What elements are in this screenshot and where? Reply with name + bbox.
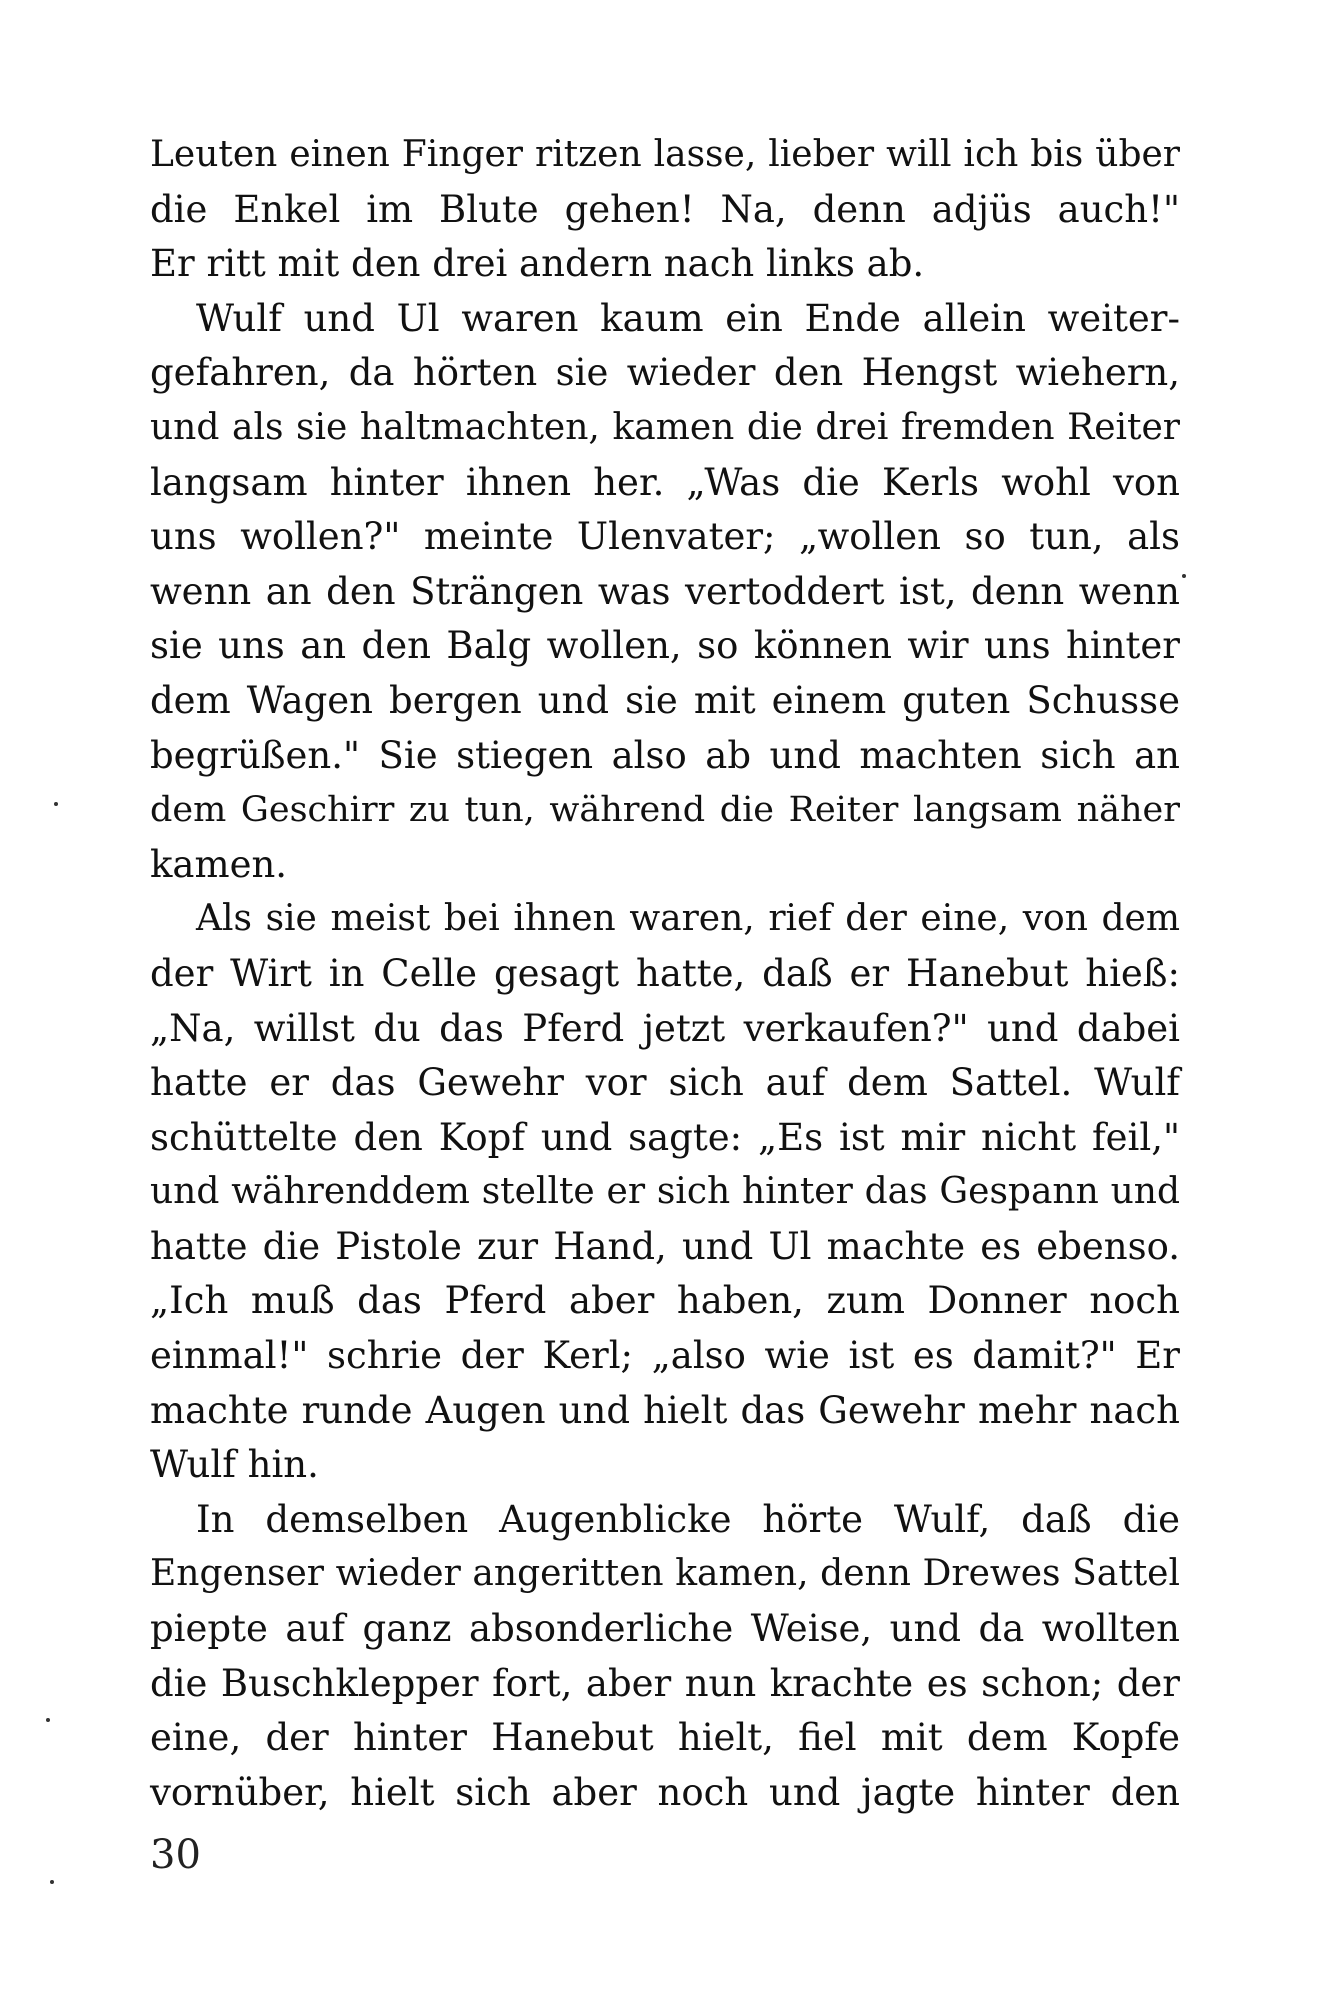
text-block (150, 128, 1180, 1820)
text-line: hatte die Pistole zur Hand, und Ul machte es ebenso. (150, 1224, 1180, 1268)
text-line: hatte er das Gewehr vor sich auf dem Sattel. Wulf (150, 1061, 1180, 1105)
text-line: Wulf hin. (150, 1443, 319, 1487)
text-line: „Na, willst du das Pferd jetzt verkaufen?" und dabei (150, 1006, 1180, 1050)
text-line: „Ich muß das Pferd aber haben, zum Donner noch (150, 1279, 1180, 1323)
text-line: kamen. (150, 842, 288, 886)
text-line: und als sie haltmachten, kamen die drei fremden Reiter (150, 406, 1180, 448)
text-line: sie uns an den Balg wollen, so können wir uns hinter (150, 624, 1180, 668)
text-line: wenn an den Strängen was vertoddert ist, denn wenn (150, 569, 1180, 613)
text-line: gefahren, da hörten sie wieder den Hengst wiehern, (150, 351, 1180, 395)
text-line: Als sie meist bei ihnen waren, rief der eine, von dem (196, 898, 1180, 940)
text-line: einmal!" schrie der Kerl; „also wie ist es damit?" Er (150, 1334, 1180, 1378)
text-line: In demselben Augenblicke hörte Wulf, daß die (196, 1497, 1180, 1541)
text-line: dem Geschirr zu tun, während die Reiter langsam näher (150, 790, 1180, 831)
text-line: piepte auf ganz absonderliche Weise, und da wollten (150, 1607, 1180, 1651)
text-line: Leuten einen Finger ritzen lasse, lieber will ich bis über (150, 134, 1180, 175)
text-line: der Wirt in Celle gesagt hatte, daß er Hanebut hieß: (150, 951, 1180, 995)
paragraph-1 (150, 128, 1180, 292)
text-line: vornüber, hielt sich aber noch und jagte hinter den (150, 1770, 1180, 1814)
page-number: 30 (150, 1832, 201, 1878)
text-line: Wulf und Ul waren kaum ein Ende allein weiter- (196, 296, 1180, 340)
scan-speck (1182, 574, 1186, 578)
text-line: und währenddem stellte er sich hinter das Gespann und (150, 1171, 1180, 1213)
paragraph-4 (150, 1493, 1180, 1821)
text-line: uns wollen?" meinte Ulenvater; „wollen so tun, als (150, 515, 1180, 559)
text-line: langsam hinter ihnen her. „Was die Kerls wohl von (150, 460, 1180, 504)
text-line: begrüßen." Sie stiegen also ab und machten sich an (150, 733, 1180, 777)
text-line: machte runde Augen und hielt das Gewehr mehr nach (150, 1388, 1180, 1432)
scan-speck (50, 1880, 54, 1884)
paragraph-3 (150, 892, 1180, 1493)
text-line: Engenser wieder angeritten kamen, denn Drewes Sattel (150, 1553, 1180, 1595)
paragraph-2 (150, 292, 1180, 893)
text-line: dem Wagen bergen und sie mit einem guten Schusse (150, 678, 1180, 722)
scan-speck (54, 802, 58, 806)
text-line: eine, der hinter Hanebut hielt, fiel mit dem Kopfe (150, 1716, 1180, 1760)
text-line: die Buschklepper fort, aber nun krachte es schon; der (150, 1661, 1180, 1705)
text-line: schüttelte den Kopf und sagte: „Es ist mir nicht feil," (150, 1115, 1180, 1159)
text-line: die Enkel im Blute gehen! Na, denn adjüs auch!" (150, 187, 1180, 231)
scan-speck (46, 1718, 50, 1722)
text-line: Er ritt mit den drei andern nach links ab. (150, 242, 925, 286)
